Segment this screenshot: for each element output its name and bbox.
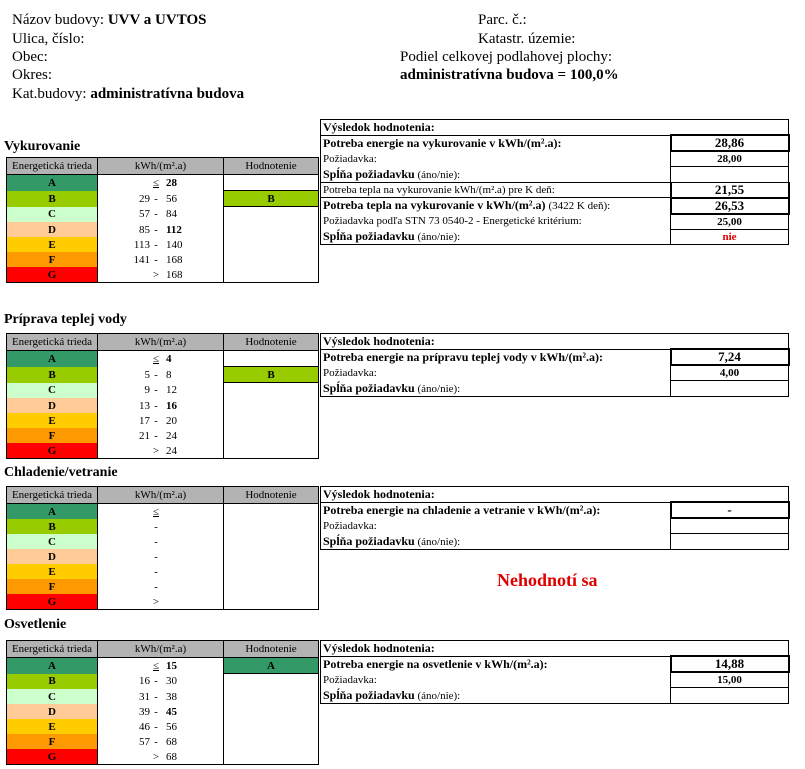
- class-range: [98, 658, 224, 674]
- result-label: [321, 688, 671, 704]
- result-row: [321, 672, 789, 688]
- header-class: Energetická trieda: [7, 334, 98, 351]
- label-rest: (3422 K deň):: [548, 200, 611, 213]
- header-class: Energetická trieda: [7, 641, 98, 658]
- range-sep: -: [154, 720, 158, 733]
- class-range: [98, 594, 224, 610]
- class-range: [98, 579, 224, 594]
- rating-cell: [224, 504, 319, 520]
- range-from: 21: [139, 429, 150, 442]
- range-sep: -: [154, 253, 158, 266]
- range-sep: -: [154, 368, 158, 381]
- result-header: Výsledok hodnotenia:: [321, 120, 789, 136]
- result-value: nie: [671, 229, 789, 245]
- class-letter: F: [7, 428, 98, 443]
- result-value: 26,53: [671, 198, 789, 214]
- range-to: 168: [166, 253, 183, 266]
- rating-cell: [224, 252, 319, 267]
- result-row: [321, 198, 789, 214]
- result-value: 4,00: [671, 365, 789, 381]
- label-rest: (áno/nie):: [414, 382, 461, 395]
- rating-cell: [224, 579, 319, 594]
- range-from: 113: [133, 238, 150, 251]
- class-letter: F: [7, 579, 98, 594]
- header-class: Energetická trieda: [7, 487, 98, 504]
- result-value: 14,88: [671, 656, 789, 672]
- class-letter: C: [7, 207, 98, 223]
- result-table: [320, 333, 790, 397]
- class-range: [98, 367, 224, 383]
- range-sep: ≤: [152, 505, 160, 518]
- range-to: 168: [166, 268, 183, 281]
- result-label: Požiadavka:: [323, 152, 377, 165]
- class-letter: A: [7, 351, 98, 367]
- result-value: [671, 381, 789, 397]
- range-to: 8: [166, 368, 172, 381]
- range-from: 29: [139, 192, 150, 205]
- result-value: 7,24: [671, 349, 789, 365]
- range-sep: -: [154, 384, 158, 397]
- range-sep: ≤: [152, 176, 160, 189]
- result-row: [321, 518, 789, 534]
- result-label: [321, 349, 671, 365]
- result-row: [321, 229, 789, 245]
- result-value: 15,00: [671, 672, 789, 688]
- range-to: 15: [166, 659, 177, 672]
- range-sep: -: [154, 399, 158, 412]
- street-label: Ulica, číslo:: [12, 31, 85, 47]
- class-range: [98, 689, 224, 704]
- result-row: [321, 656, 789, 672]
- class-letter: G: [7, 594, 98, 610]
- class-range: [98, 175, 224, 191]
- range-to: 68: [166, 735, 177, 748]
- range-to: 24: [166, 429, 177, 442]
- building-name-label: Názov budovy:: [12, 12, 105, 28]
- result-row: [321, 135, 789, 151]
- range-sep: -: [154, 675, 158, 688]
- energy-class-row: [7, 252, 319, 267]
- class-letter: C: [7, 689, 98, 704]
- label-bold: Potreba energie na prípravu teplej vody v kWh/(m².a):: [323, 349, 604, 364]
- energy-class-header: [7, 641, 319, 658]
- not-evaluated-note: Nehodnotí sa: [497, 570, 598, 590]
- class-letter: D: [7, 222, 98, 237]
- city-label: Obec:: [12, 49, 48, 65]
- class-letter: F: [7, 252, 98, 267]
- result-row: [321, 349, 789, 365]
- class-letter: B: [7, 191, 98, 207]
- result-header-row: [321, 487, 789, 503]
- rating-cell: [224, 413, 319, 428]
- result-label: [321, 167, 671, 183]
- header-rating: Hodnotenie: [224, 641, 319, 658]
- header-unit: kWh/(m².a): [98, 158, 224, 175]
- range-sep: -: [154, 690, 158, 703]
- class-letter: A: [7, 175, 98, 191]
- energy-class-row: [7, 383, 319, 399]
- energy-class-header: [7, 158, 319, 175]
- energy-class-row: [7, 351, 319, 367]
- building-category-label: Kat.budovy:: [12, 86, 87, 102]
- class-range: [98, 191, 224, 207]
- energy-class-table: [6, 640, 319, 765]
- energy-class-row: [7, 237, 319, 252]
- energy-class-row: [7, 534, 319, 549]
- result-header: Výsledok hodnotenia:: [321, 334, 789, 350]
- parcel-label: Parc. č.:: [478, 12, 527, 28]
- class-letter: B: [7, 367, 98, 383]
- result-value: [671, 518, 789, 534]
- class-letter: G: [7, 749, 98, 765]
- district-label: Okres:: [12, 67, 52, 83]
- result-label: Požiadavka:: [323, 366, 377, 379]
- class-range: [98, 267, 224, 283]
- range-sep: >: [152, 750, 160, 763]
- energy-class-row: [7, 579, 319, 594]
- result-value: 25,00: [671, 214, 789, 230]
- range-to: 4: [166, 352, 172, 365]
- label-bold: Potreba energie na chladenie a vetranie v kWh/(m².a):: [323, 502, 601, 517]
- range-from: 39: [139, 705, 150, 718]
- range-to: 68: [166, 750, 177, 763]
- result-label: [321, 656, 671, 672]
- energy-class-row: [7, 398, 319, 413]
- energy-class-row: [7, 674, 319, 690]
- result-label: [321, 198, 671, 214]
- building-name-line: [12, 11, 206, 29]
- class-range: [98, 252, 224, 267]
- result-value: [671, 688, 789, 704]
- rating-cell: [224, 351, 319, 367]
- range-to: 84: [166, 208, 177, 221]
- class-letter: A: [7, 504, 98, 520]
- energy-class-table: [6, 486, 319, 610]
- floor-share-value: administratívna budova = 100,0%: [400, 67, 619, 83]
- header-rating: Hodnotenie: [224, 334, 319, 351]
- class-range: [98, 413, 224, 428]
- range-from: 17: [139, 414, 150, 427]
- range-sep: >: [152, 595, 160, 608]
- result-value: 28,00: [671, 151, 789, 167]
- class-range: [98, 398, 224, 413]
- class-letter: C: [7, 383, 98, 399]
- header-class: Energetická trieda: [7, 158, 98, 175]
- rating-cell: [224, 734, 319, 749]
- result-header-row: [321, 641, 789, 657]
- rating-cell: [224, 519, 319, 534]
- class-range: [98, 734, 224, 749]
- energy-class-row: [7, 519, 319, 534]
- label-rest: (áno/nie):: [414, 168, 461, 181]
- class-letter: E: [7, 564, 98, 579]
- range-sep: -: [154, 238, 158, 251]
- range-to: 20: [166, 414, 177, 427]
- result-value: 21,55: [671, 182, 789, 198]
- range-from: 16: [139, 675, 150, 688]
- range-sep: -: [154, 535, 158, 548]
- rating-cell: [224, 594, 319, 610]
- range-to: 24: [166, 444, 177, 457]
- energy-class-row: [7, 704, 319, 719]
- range-sep: -: [154, 414, 158, 427]
- label-bold: Potreba tepla na vykurovanie v kWh/(m².a): [323, 198, 549, 213]
- energy-class-row: [7, 367, 319, 383]
- label-bold: Spĺňa požiadavku: [323, 229, 415, 243]
- class-range: [98, 749, 224, 765]
- range-to: 16: [166, 399, 177, 412]
- result-value: 28,86: [671, 135, 789, 151]
- rating-cell: A: [224, 658, 319, 674]
- header-unit: kWh/(m².a): [98, 334, 224, 351]
- rating-cell: B: [224, 191, 319, 207]
- range-from: 141: [133, 253, 150, 266]
- result-row: [321, 688, 789, 704]
- label-bold: Spĺňa požiadavku: [323, 166, 415, 181]
- class-letter: G: [7, 267, 98, 283]
- energy-class-row: [7, 413, 319, 428]
- range-sep: -: [154, 223, 158, 236]
- class-letter: A: [7, 658, 98, 674]
- range-sep: >: [152, 268, 160, 281]
- range-from: 57: [139, 735, 150, 748]
- energy-class-table: [6, 333, 319, 459]
- range-to: 38: [166, 690, 177, 703]
- result-row: [321, 167, 789, 183]
- range-to: 140: [166, 238, 183, 251]
- range-from: 13: [139, 399, 150, 412]
- rating-cell: [224, 398, 319, 413]
- range-sep: ≤: [152, 352, 160, 365]
- result-header-row: [321, 334, 789, 350]
- range-sep: -: [154, 705, 158, 718]
- class-range: [98, 549, 224, 564]
- range-from: 31: [139, 690, 150, 703]
- section-title: Vykurovanie: [4, 139, 81, 154]
- energy-class-row: [7, 734, 319, 749]
- range-sep: ≤: [152, 659, 160, 672]
- result-row: [321, 502, 789, 518]
- rating-cell: B: [224, 367, 319, 383]
- rating-cell: [224, 383, 319, 399]
- class-range: [98, 351, 224, 367]
- result-label: [321, 229, 671, 245]
- header-unit: kWh/(m².a): [98, 641, 224, 658]
- range-sep: -: [154, 429, 158, 442]
- rating-cell: [224, 749, 319, 765]
- class-range: [98, 237, 224, 252]
- result-label: [321, 381, 671, 397]
- class-range: [98, 719, 224, 734]
- label-bold: Potreba energie na osvetlenie v kWh/(m².a):: [323, 656, 548, 671]
- range-sep: >: [152, 444, 160, 457]
- label-bold: Spĺňa požiadavku: [323, 380, 415, 395]
- class-letter: E: [7, 413, 98, 428]
- rating-cell: [224, 549, 319, 564]
- energy-class-row: [7, 504, 319, 520]
- energy-class-table: [6, 157, 319, 283]
- rating-cell: [224, 175, 319, 191]
- energy-class-row: [7, 658, 319, 674]
- class-letter: B: [7, 674, 98, 690]
- section-title: Príprava teplej vody: [4, 312, 127, 327]
- class-letter: D: [7, 704, 98, 719]
- energy-class-header: [7, 487, 319, 504]
- result-row: [321, 365, 789, 381]
- result-table: [320, 119, 790, 245]
- label-rest: (áno/nie):: [414, 689, 461, 702]
- range-from: 5: [144, 368, 150, 381]
- energy-class-header: [7, 334, 319, 351]
- label-rest: (áno/nie):: [414, 535, 461, 548]
- label-bold: Spĺňa požiadavku: [323, 687, 415, 702]
- class-range: [98, 383, 224, 399]
- result-table: [320, 640, 790, 704]
- class-letter: D: [7, 549, 98, 564]
- energy-class-row: [7, 749, 319, 765]
- result-header: Výsledok hodnotenia:: [321, 641, 789, 657]
- class-letter: E: [7, 719, 98, 734]
- range-sep: -: [154, 580, 158, 593]
- energy-class-row: [7, 175, 319, 191]
- result-label: [321, 135, 671, 151]
- rating-cell: [224, 267, 319, 283]
- class-letter: B: [7, 519, 98, 534]
- result-label: Požiadavka:: [323, 519, 377, 532]
- rating-cell: [224, 222, 319, 237]
- section-title: Chladenie/vetranie: [4, 465, 118, 480]
- range-from: 57: [139, 208, 150, 221]
- rating-cell: [224, 534, 319, 549]
- range-sep: -: [154, 208, 158, 221]
- result-row: [321, 214, 789, 230]
- class-letter: E: [7, 237, 98, 252]
- range-to: 30: [166, 675, 177, 688]
- energy-class-row: [7, 191, 319, 207]
- class-range: [98, 504, 224, 520]
- energy-class-row: [7, 443, 319, 459]
- rating-cell: [224, 674, 319, 690]
- energy-class-row: [7, 207, 319, 223]
- range-from: 46: [139, 720, 150, 733]
- rating-cell: [224, 564, 319, 579]
- rating-cell: [224, 704, 319, 719]
- energy-class-row: [7, 689, 319, 704]
- class-letter: F: [7, 734, 98, 749]
- range-to: 56: [166, 192, 177, 205]
- building-category-value: administratívna budova: [90, 86, 245, 102]
- result-value: [671, 534, 789, 550]
- class-letter: D: [7, 398, 98, 413]
- result-row: [321, 151, 789, 167]
- result-value: -: [671, 502, 789, 518]
- result-header: Výsledok hodnotenia:: [321, 487, 789, 503]
- class-range: [98, 428, 224, 443]
- result-label: [321, 534, 671, 550]
- header-rating: Hodnotenie: [224, 487, 319, 504]
- class-letter: G: [7, 443, 98, 459]
- label-bold: Spĺňa požiadavku: [323, 533, 415, 548]
- class-range: [98, 443, 224, 459]
- floor-share-label: Podiel celkovej podlahovej plochy:: [400, 49, 613, 65]
- range-to: 112: [166, 223, 182, 236]
- class-range: [98, 222, 224, 237]
- building-name-value: UVV a UVTOS: [107, 12, 207, 28]
- class-range: [98, 704, 224, 719]
- building-category-line: [12, 85, 244, 103]
- result-row: [321, 182, 789, 198]
- result-value: [671, 167, 789, 183]
- range-to: 45: [166, 705, 177, 718]
- class-range: [98, 674, 224, 690]
- energy-class-row: [7, 267, 319, 283]
- header-rating: Hodnotenie: [224, 158, 319, 175]
- range-sep: -: [154, 565, 158, 578]
- range-from: 9: [144, 384, 150, 397]
- range-to: 28: [166, 176, 177, 189]
- header-unit: kWh/(m².a): [98, 487, 224, 504]
- energy-class-row: [7, 564, 319, 579]
- range-to: 12: [166, 384, 177, 397]
- range-sep: -: [154, 550, 158, 563]
- section-title: Osvetlenie: [4, 617, 67, 632]
- result-table: [320, 486, 790, 550]
- rating-cell: [224, 719, 319, 734]
- rating-cell: [224, 207, 319, 223]
- range-from: 85: [139, 223, 150, 236]
- cadastral-label: Katastr. územie:: [478, 31, 576, 47]
- result-row: [321, 534, 789, 550]
- range-to: 56: [166, 720, 177, 733]
- range-sep: -: [154, 520, 158, 533]
- result-label: Potreba tepla na vykurovanie kWh/(m².a) pre K deň:: [321, 182, 671, 198]
- rating-cell: [224, 237, 319, 252]
- label-bold: Potreba energie na vykurovanie v kWh/(m².a):: [323, 135, 562, 150]
- range-sep: -: [154, 735, 158, 748]
- result-label: Požiadavka podľa STN 73 0540-2 - Energetické kritérium:: [323, 215, 582, 228]
- class-range: [98, 564, 224, 579]
- energy-class-row: [7, 428, 319, 443]
- energy-class-row: [7, 549, 319, 564]
- range-sep: -: [154, 192, 158, 205]
- rating-cell: [224, 443, 319, 459]
- result-header-row: [321, 120, 789, 136]
- energy-class-row: [7, 222, 319, 237]
- energy-class-row: [7, 719, 319, 734]
- result-row: [321, 381, 789, 397]
- class-letter: C: [7, 534, 98, 549]
- rating-cell: [224, 689, 319, 704]
- class-range: [98, 534, 224, 549]
- class-range: [98, 207, 224, 223]
- energy-class-row: [7, 594, 319, 610]
- result-label: [321, 502, 671, 518]
- result-label: Požiadavka:: [323, 673, 377, 686]
- label-rest: (áno/nie):: [414, 231, 461, 243]
- rating-cell: [224, 428, 319, 443]
- class-range: [98, 519, 224, 534]
